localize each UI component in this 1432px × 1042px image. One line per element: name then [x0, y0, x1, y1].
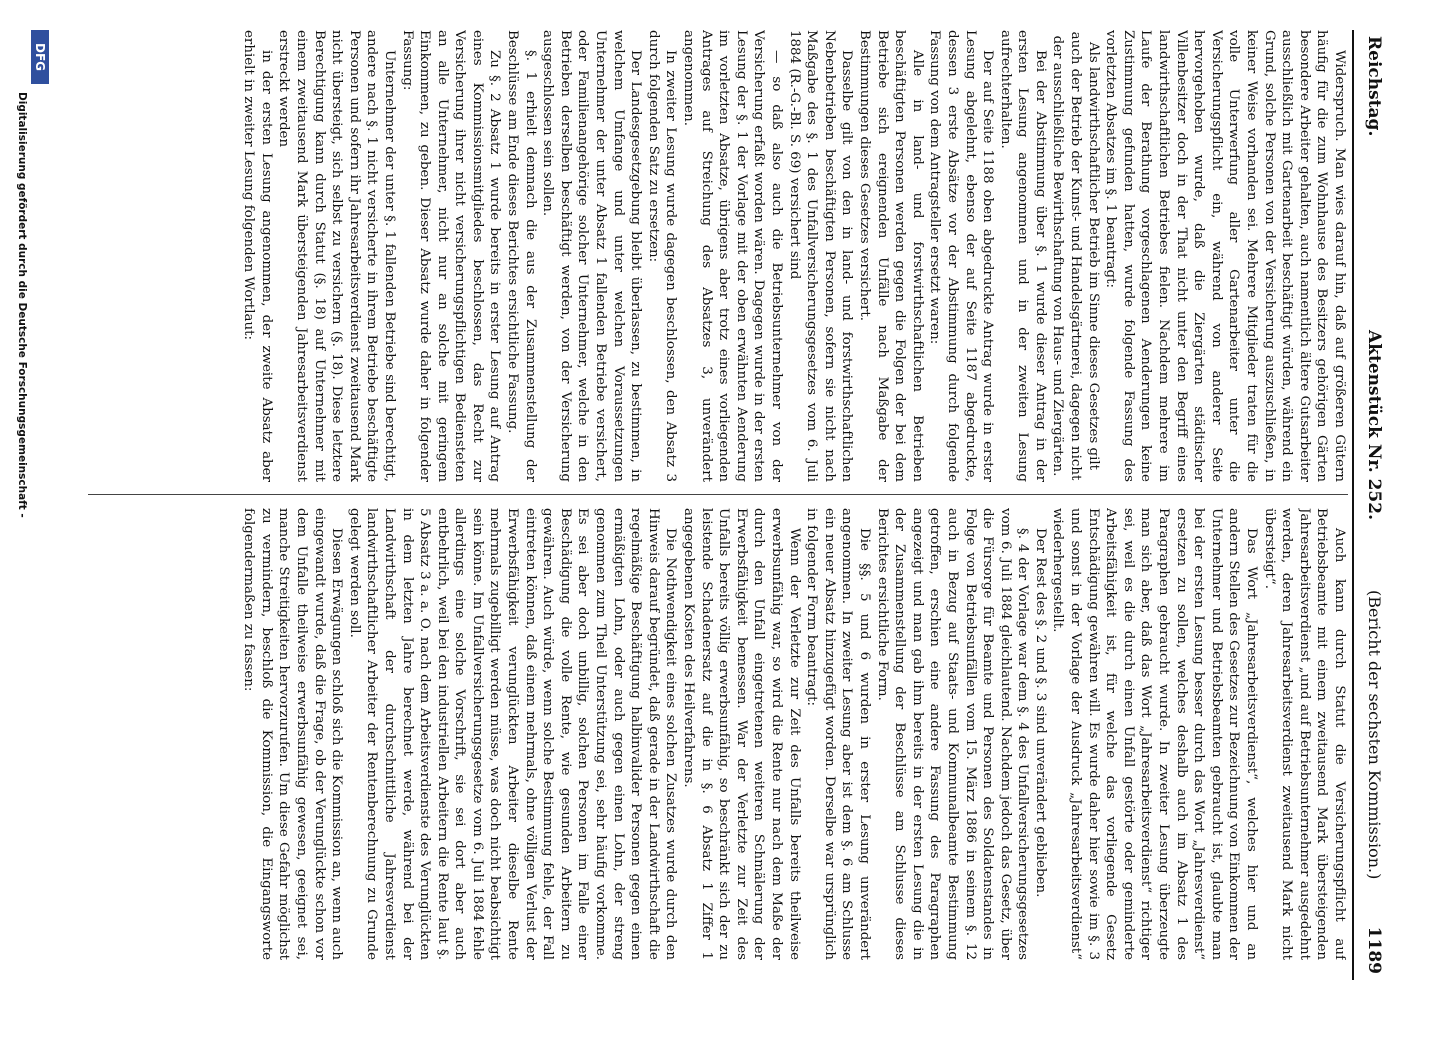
paragraph: Zu §. 2 Absatz 1 wurde bereits in erster Lesung auf Antrag eines Kommissionsmitgliedes beschlossen, das Recht zur Versicherung ihrer nicht versicherungspflichtigen Bediensteten an alle Unternehmer, nicht nur an solche mit geringem Einkommen, zu geben. Dieser Absatz wurde daher in folgender Fassung:	[399, 30, 503, 482]
paragraph: Diesen Erwägungen schloß sich die Kommission an, wenn auch eingewandt wurde, daß die Frage, ob der Verunglückte schon vor dem Unfalle theilweise erwerbsunfähig gewesen, geeignet sei, manche Streitigkeiten hervorzurufen. Um diese Gefahr möglichst zu vermindern, beschloß die Kommission, die Eingangsworte folgendermaßen zu fassen:	[241, 508, 345, 960]
quoted-paragraph: Auch kann durch Statut die Versicherungspflicht auf Betriebsbeamte mit einem zweitausend Mark übersteigenden Jahresarbeitsverdienst „und auf Betriebsunternehmer ausgedehnt werden, deren Jahresarbeitsverdienst zweitausend Mark nicht übersteigt“.	[1261, 508, 1347, 960]
quoted-paragraph: Der Landesgesetzgebung bleibt überlassen, zu bestimmen, in welchem Umfange und unter welchen Voraussetzungen Unternehmer der unter Absatz 1 fallenden Betriebe versichert, oder Familienangehörige solcher Unternehmer, welche in den Betrieben derselben beschäftigt werden, von der Versicherung ausgeschlossen sein sollen.	[540, 30, 644, 482]
header-report-title: (Bericht der sechsten Kommission.)	[1365, 590, 1384, 880]
paragraph: §. 4 der Vorlage war dem §. 4 des Unfallversicherungsgesetzes vom 6. Juli 1884 gleichlautend. Nachdem jedoch das Gesetz, über die Fürsorge für Beamte und Personen des Soldatenstandes in Folge von Betriebsunfällen vom 15. März 1886 in seinem §. 12 auch in Bezug auf Staats- und Kommunalbeamte Bestimmung getroffen, erschien eine andere Fassung des Paragraphen angezeigt und man gab ihm bereits in der ersten Lesung die in der Zusammenstellung der Beschlüsse am Schlusse dieses Berichtes ersichtliche Form.	[874, 508, 1031, 960]
paragraph: — so daß also auch die Betriebsunternehmer von der Versicherung erfaßt worden wären. Dagegen wurde in der ersten Lesung der §. 1 der Vorlage mit der oben erwähnten Aenderung im vorletzten Absatze, übrigens aber trotz eines vorliegenden Antrages auf Streichung des Absatzes 3, unverändert angenommen.	[681, 30, 784, 482]
page-number: 1189	[1364, 926, 1384, 974]
quoted-paragraph: Dasselbe gilt von den in land- und forstwirthschaftlichen Nebenbetrieben beschäftigten Personen, sofern sie nicht nach Maßgabe des §. 1 des Unfallversicherungsgesetzes vom 6. Juli 1884 (R.-G.-Bl. S. 69) versichert sind	[786, 30, 855, 482]
paragraph: Der Rest des §. 2 und §. 3 sind unverändert geblieben.	[1032, 528, 1048, 898]
paragraph: Das Wort „Jahresarbeitsverdienst“, welches hier und an andern Stellen des Gesetzes zur Bezeichnung von Einkommen der Unternehmer und Betriebsbeamten gebraucht ist, glaubte man bei der ersten Lesung besser durch das Wort „Jahresverdienst“ ersetzen zu sollen, welches deshalb auch im Absatz 1 des Paragraphen gebraucht wurde. In zweiter Lesung überzeugte man sich aber, daß das Wort „Jahresarbeitsverdienst“ richtiger sei, weil es die durch einen Unfall gestörte oder geminderte Arbeitsfähigkeit ist, für welche das vorliegende Gesetz Entschädigung gewähren will. Es wurde daher hier sowie im §. 3 und sonst in der Vorlage der Ausdruck „Jahresarbeitsverdienst“ wiederhergestellt.	[1050, 508, 1260, 960]
page-header	[1352, 30, 1390, 980]
dfg-logo: DFG	[31, 30, 49, 84]
paragraph: in der ersten Lesung angenommen, der zweite Absatz aber erhielt in zweiter Lesung folgenden Wortlaut:	[241, 30, 274, 482]
right-column	[80, 508, 1348, 960]
paragraph: Widerspruch. Man wies darauf hin, daß auf größeren Gütern häufig für die zum Wohnhause des Besitzers gehörigen Gärten besondere Arbeiter gehalten, auch namentlich ältere Gutsarbeiter ausschließlich mit Gartenarbeit beschäftigt würden, während ein Grund, solche Personen von der Versicherung auszuschließen, in keiner Weise vorhanden sei. Mehrere Mitglieder traten für die volle Unterwerfung aller Gartenarbeiter unter die Versicherungspflicht ein, während von anderer Seite hervorgehoben wurde, daß die Ziergärten städtischer Villenbesitzer doch in der That nicht unter den Begriff eines landwirthschaftlichen Betriebes fielen. Nachdem mehrere im Laufe der Berathung vorgeschlagenen Aenderungen keine Zustimmung gefunden hatten, wurde folgende Fassung des vorletzten Absatzes im §. 1 beantragt:	[1103, 30, 1347, 482]
paragraph: Die Nothwendigkeit eines solchen Zusatzes wurde durch den Hinweis darauf begründet, daß gerade in der Landwirthschaft die regelmäßige Beschäftigung halbinvalider Personen gegen einen ermäßigten Lohn, oder auch gegen einen Lohn, der streng genommen zum Theil Unterstützung sei, sehr häufig vorkomme. Es sei aber doch unbillig, solchen Personen im Falle einer Beschädigung die volle Rente, wie gesunden Arbeitern zu gewähren. Auch würde, wenn solche Bestimmung fehle, der Fall eintreten können, daß einem mehrmals, ohne völligen Verlust der Erwerbsfähigkeit verunglückten Arbeiter dieselbe Rente mehrmals zugebilligt werden müsse, was doch nicht beabsichtigt sein könne. Im Unfallversicherungsgesetze vom 6. Juli 1884 fehle allerdings eine solche Vorschrift, sie sei dort aber auch entbehrlich, weil bei den industriellen Arbeitern die Rente laut §. 5 Absatz 3 a. a. O. nach dem Arbeitsverdienste des Verunglückten in dem letzten Jahre berechnet werde, während bei der Landwirthschaft der durchschnittliche Jahresverdienst landwirthschaftlicher Arbeiter der Rentenberechnung zu Grunde gelegt werden soll.	[346, 508, 679, 960]
paragraph: Der auf Seite 1188 oben abgedruckte Antrag wurde in erster Lesung abgelehnt, ebenso der auf Seite 1187 abgedruckte, dessen 3 erste Absätze vor der Abstimmung durch folgende Fassung von dem Antragsteller ersetzt waren:	[927, 30, 996, 482]
left-column	[80, 30, 1348, 482]
quoted-paragraph: Als landwirthschaftlicher Betrieb im Sinne dieses Gesetzes gilt auch der Betrieb der Kunst- und Handelsgärtnerei, dagegen nicht der ausschließliche Bewirthschaftung von Haus- und Ziergärten.	[1050, 31, 1101, 481]
quoted-paragraph: Alle in land- und forstwirthschaftlichen Betrieben beschäftigten Personen werden gegen die Folgen der bei dem Betriebe sich ereignenden Unfälle nach Maßgabe der Bestimmungen dieses Gesetzes versichert.	[856, 30, 925, 482]
paragraph: Die §§. 5 und 6 wurden in erster Lesung unverändert angenommen. In zweiter Lesung aber ist dem §. 6 am Schlusse ein neuer Absatz hinzugefügt worden. Derselbe war ursprünglich in folgender Form beantragt:	[804, 508, 872, 960]
paragraph: Bei der Abstimmung über §. 1 wurde dieser Antrag in der ersten Lesung angenommen und in der zweiten Lesung aufrechterhalten.	[997, 30, 1048, 482]
column-divider	[88, 494, 1348, 495]
digitization-note: Digitalisierung gefördert durch die Deutsche Forschungsgemeinschaft -	[16, 92, 28, 518]
paragraph: §. 1 erhielt demnach die aus der Zusammenstellung der Beschlüsse am Ende dieses Berichtes ersichtliche Fassung.	[505, 30, 538, 482]
header-document-number: Aktenstück Nr. 252.	[1364, 330, 1384, 521]
header-left: Reichstag.	[1364, 36, 1384, 137]
quoted-paragraph: Wenn der Verletzte zur Zeit des Unfalls bereits theilweise erwerbsunfähig war, so wird die Rente nur nach dem Maße der durch den Unfall eingetretenen weiteren Schmälerung der Erwerbsfähigkeit bemessen. War der Verletzte zur Zeit des Unfalls bereits völlig erwerbsunfähig, so beschränkt sich der zu leistende Schadenersatz auf die in §. 6 Absatz 1 Ziffer 1 angegebenen Kosten des Heilverfahrens.	[681, 508, 802, 960]
paragraph: In zweiter Lesung wurde dagegen beschlossen, den Absatz 3 durch folgenden Satz zu ersetzen:	[645, 30, 679, 482]
quoted-paragraph: Unternehmer der unter §. 1 fallenden Betriebe sind berechtigt, andere nach §. 1 nicht versicherte in ihrem Betriebe beschäftigte Personen und sofern ihr Jahresarbeitsverdienst zweitausend Mark nicht übersteigt, sich selbst zu versichern (§. 18). Diese letztere Berechtigung kann durch Statut (§. 18) auf Unternehmer mit einem zweitausend Mark übersteigenden Jahresarbeitsverdienst erstreckt werden	[276, 30, 397, 482]
